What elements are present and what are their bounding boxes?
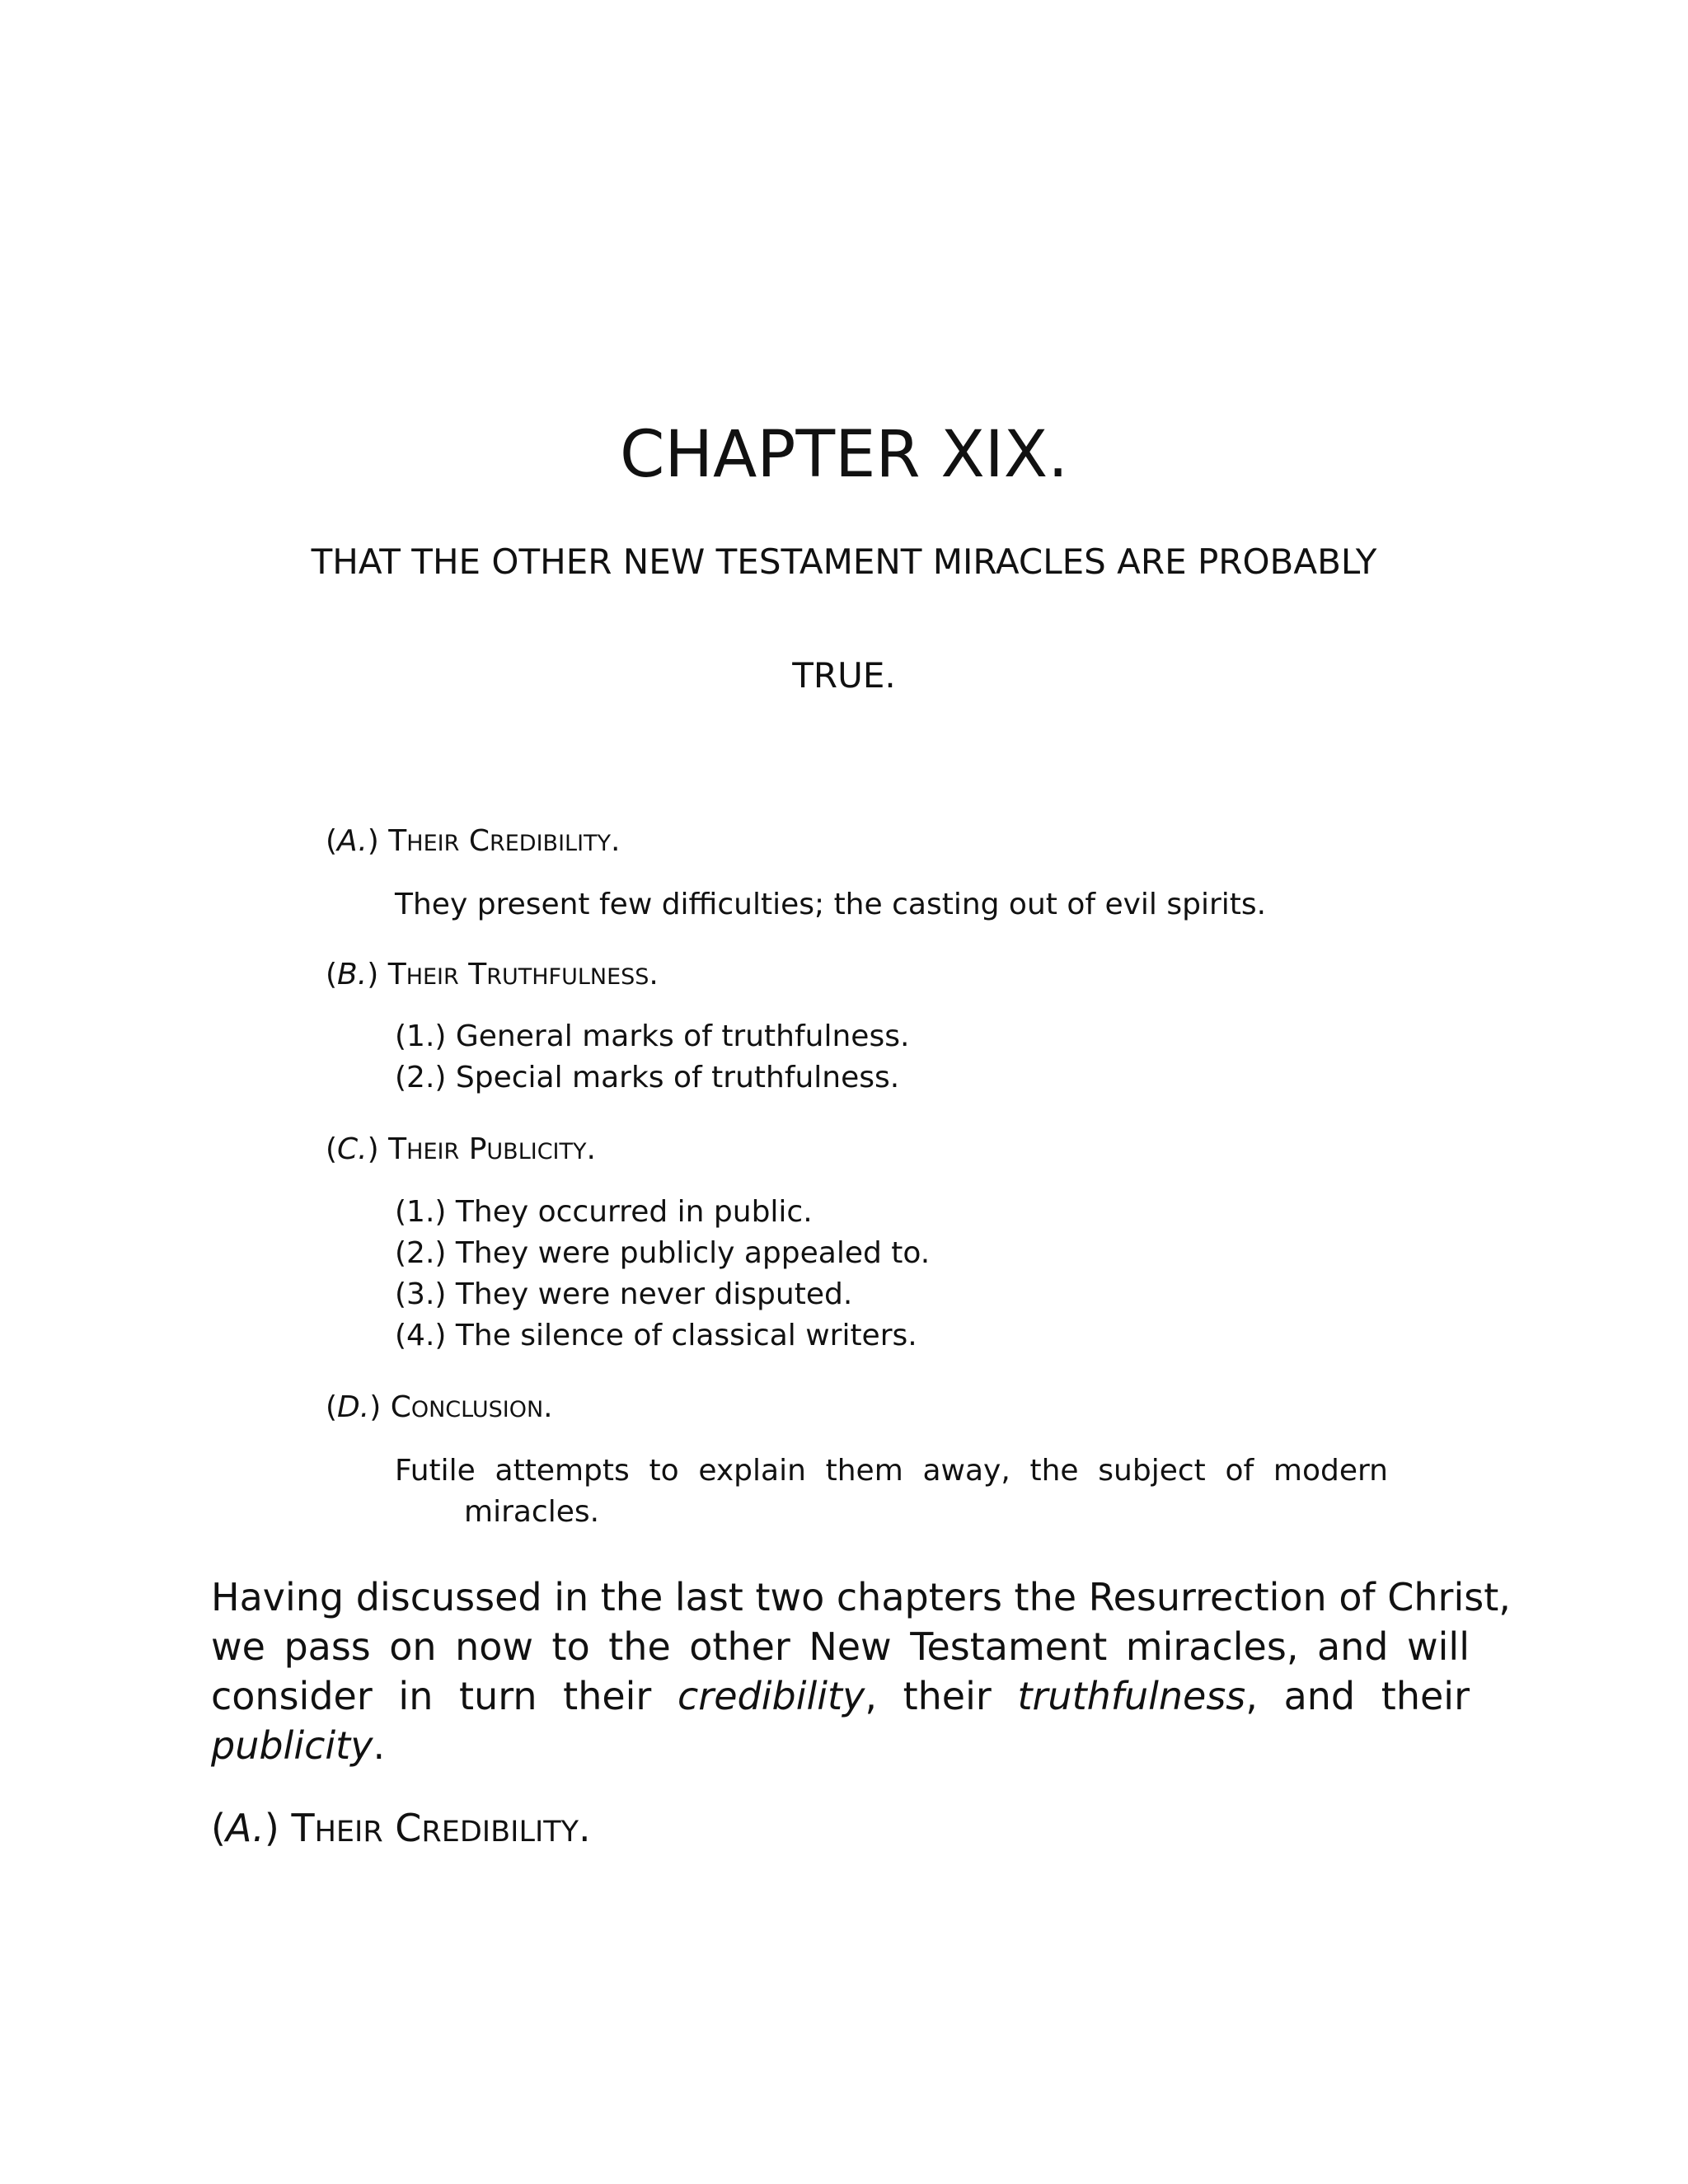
title-initial: T xyxy=(468,958,487,991)
title-smallcaps: UBLICITY xyxy=(486,1139,587,1165)
chapter-subtitle-line-2: TRUE. xyxy=(792,655,896,696)
text-run: . xyxy=(373,1723,386,1768)
chapter-subtitle-line-1: THAT THE OTHER NEW TESTAMENT MIRACLES ARE PROBABLY xyxy=(311,541,1377,582)
body-line-4 xyxy=(211,1721,1470,1770)
title-initial: T xyxy=(387,958,406,991)
title-smallcaps: HEIR xyxy=(314,1816,383,1849)
chapter-title: CHAPTER XIX. xyxy=(619,418,1069,492)
section-letter: A. xyxy=(225,1806,265,1850)
contents-heading-a xyxy=(326,821,621,865)
section-letter: C. xyxy=(337,1132,368,1166)
title-period: . xyxy=(649,958,659,991)
title-initial: C xyxy=(395,1806,422,1850)
text-run: , and their xyxy=(1245,1674,1470,1718)
title-initial: T xyxy=(291,1806,315,1850)
paren-close: ) xyxy=(367,1132,379,1166)
title-smallcaps: REDIBILITY xyxy=(421,1816,579,1849)
title-period: . xyxy=(543,1390,553,1424)
title-initial: P xyxy=(468,1132,487,1166)
title-smallcaps: HEIR xyxy=(406,831,460,856)
title-smallcaps: HEIR xyxy=(406,964,459,990)
text-run: , their xyxy=(865,1674,1018,1718)
section-letter: B. xyxy=(337,958,368,991)
title-smallcaps: RUTHFULNESS xyxy=(486,964,649,990)
title-initial: C xyxy=(468,824,490,858)
list-item: (2.) They were publicly appealed to. xyxy=(395,1236,931,1270)
emphasis-truthfulness: truthfulness xyxy=(1017,1674,1246,1718)
title-initial: C xyxy=(390,1390,411,1424)
contents-heading-d xyxy=(326,1387,553,1431)
title-initial: T xyxy=(388,1132,407,1166)
list-item: (1.) They occurred in public. xyxy=(395,1195,813,1229)
contents-a-summary: They present few difficulties; the casting out of evil spirits. xyxy=(395,888,1267,921)
title-period: . xyxy=(586,1132,596,1166)
title-smallcaps: ONCLUSION xyxy=(410,1397,544,1422)
paren-open: ( xyxy=(326,1390,338,1424)
emphasis-publicity: publicity xyxy=(211,1723,373,1768)
paren-open: ( xyxy=(326,1132,338,1166)
contents-d-summary-line-2: miracles. xyxy=(464,1495,600,1529)
paren-close: ) xyxy=(369,1390,382,1424)
paren-open: ( xyxy=(326,958,338,991)
section-letter: A. xyxy=(337,824,368,858)
title-period: . xyxy=(611,824,621,858)
section-heading-a xyxy=(211,1802,591,1858)
list-item: (4.) The silence of classical writers. xyxy=(395,1319,917,1352)
body-line-3 xyxy=(211,1671,1470,1721)
paren-close: ) xyxy=(367,958,379,991)
title-smallcaps: HEIR xyxy=(406,1139,460,1165)
body-line-1: Having discussed in the last two chapters the Resurrection of Christ, xyxy=(211,1575,1511,1619)
list-item: (2.) Special marks of truthfulness. xyxy=(395,1061,900,1094)
list-item: (1.) General marks of truthfulness. xyxy=(395,1019,910,1053)
list-item: (3.) They were never disputed. xyxy=(395,1277,853,1311)
contents-heading-b xyxy=(326,954,659,998)
paren-open: ( xyxy=(211,1806,226,1850)
title-smallcaps: REDIBILITY xyxy=(489,831,612,856)
contents-heading-c xyxy=(326,1129,596,1173)
title-period: . xyxy=(579,1806,591,1850)
title-initial: T xyxy=(388,824,407,858)
contents-d-summary-line-1: Futile attempts to explain them away, the subject of modern xyxy=(395,1454,1388,1488)
paren-open: ( xyxy=(326,824,338,858)
emphasis-credibility: credibility xyxy=(678,1674,865,1718)
paren-close: ) xyxy=(264,1806,279,1850)
paren-close: ) xyxy=(367,824,379,858)
text-run: consider in turn their xyxy=(211,1674,678,1718)
body-line-2: we pass on now to the other New Testament miracles, and will xyxy=(211,1624,1470,1669)
section-letter: D. xyxy=(337,1390,370,1424)
